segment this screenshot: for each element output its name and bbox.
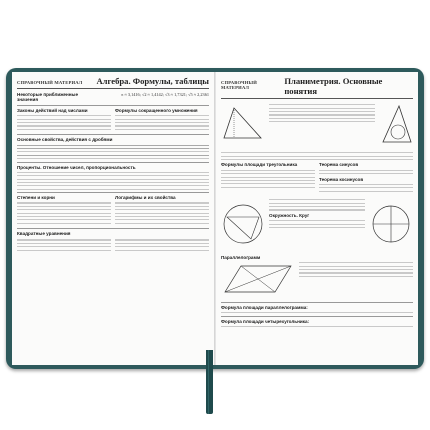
right-page-header [221,76,413,99]
section-actions [17,105,209,132]
section-powers-logs [17,192,209,226]
powers-title: Степени и корни [17,195,55,201]
circle-diagram-right [369,197,413,249]
section-quad-area [221,316,413,327]
short-mult-title: Формулы сокращенного умножения [115,108,198,113]
sine-theorem-title: Теорема синусов [319,162,359,168]
right-header-label: СПРАВОЧНЫЙ МАТЕРИАЛ [221,80,257,90]
section-parallelogram-area [221,302,413,313]
left-page-header [17,76,209,89]
right-page-title: Планиметрия. Основные понятия [284,76,383,96]
right-page [215,72,418,365]
approx-values-title: Некоторые приближенные значения [17,92,79,102]
left-page-title: Алгебра. Формулы, таблицы [96,76,209,86]
cosine-theorem-title: Теорема косинусов [319,176,364,182]
section-percent [17,162,209,190]
quadratic-title: Квадратные уравнения [17,231,71,237]
constants-line: π ≈ 3,1416; √2 ≈ 1,4142; √3 ≈ 1,7321; √5 ≈ 2,2361 [121,92,209,97]
circle-title: Окружность. Круг [269,212,310,218]
section-fractions [17,134,209,159]
parallelogram-title: Параллелограмм [221,255,261,261]
fractions-title: Основные свойства, действия с дробями [17,137,113,143]
quad-area-title: Формула площади четырехугольника: [221,318,310,324]
percent-title: Проценты. Отношение чисел, пропорциональность [17,164,136,170]
circle-diagram-left [221,197,265,249]
actions-title: Законы действий над числами [17,108,88,113]
triangle-incircle-diagram [379,102,413,146]
parallelogram-diagram [221,260,295,298]
section-quadratic [17,228,209,253]
left-page [12,72,215,365]
logs-title: Логарифмы и их свойства [115,195,176,201]
triangle-diagram [221,102,265,146]
left-header-label: СПРАВОЧНЫЙ МАТЕРИАЛ [17,80,83,85]
bookmark-ribbon [206,350,213,414]
parallelogram-area-title: Формула площади параллелограмма: [221,305,308,311]
triangle-area-title: Формулы площади треугольника [221,162,298,168]
